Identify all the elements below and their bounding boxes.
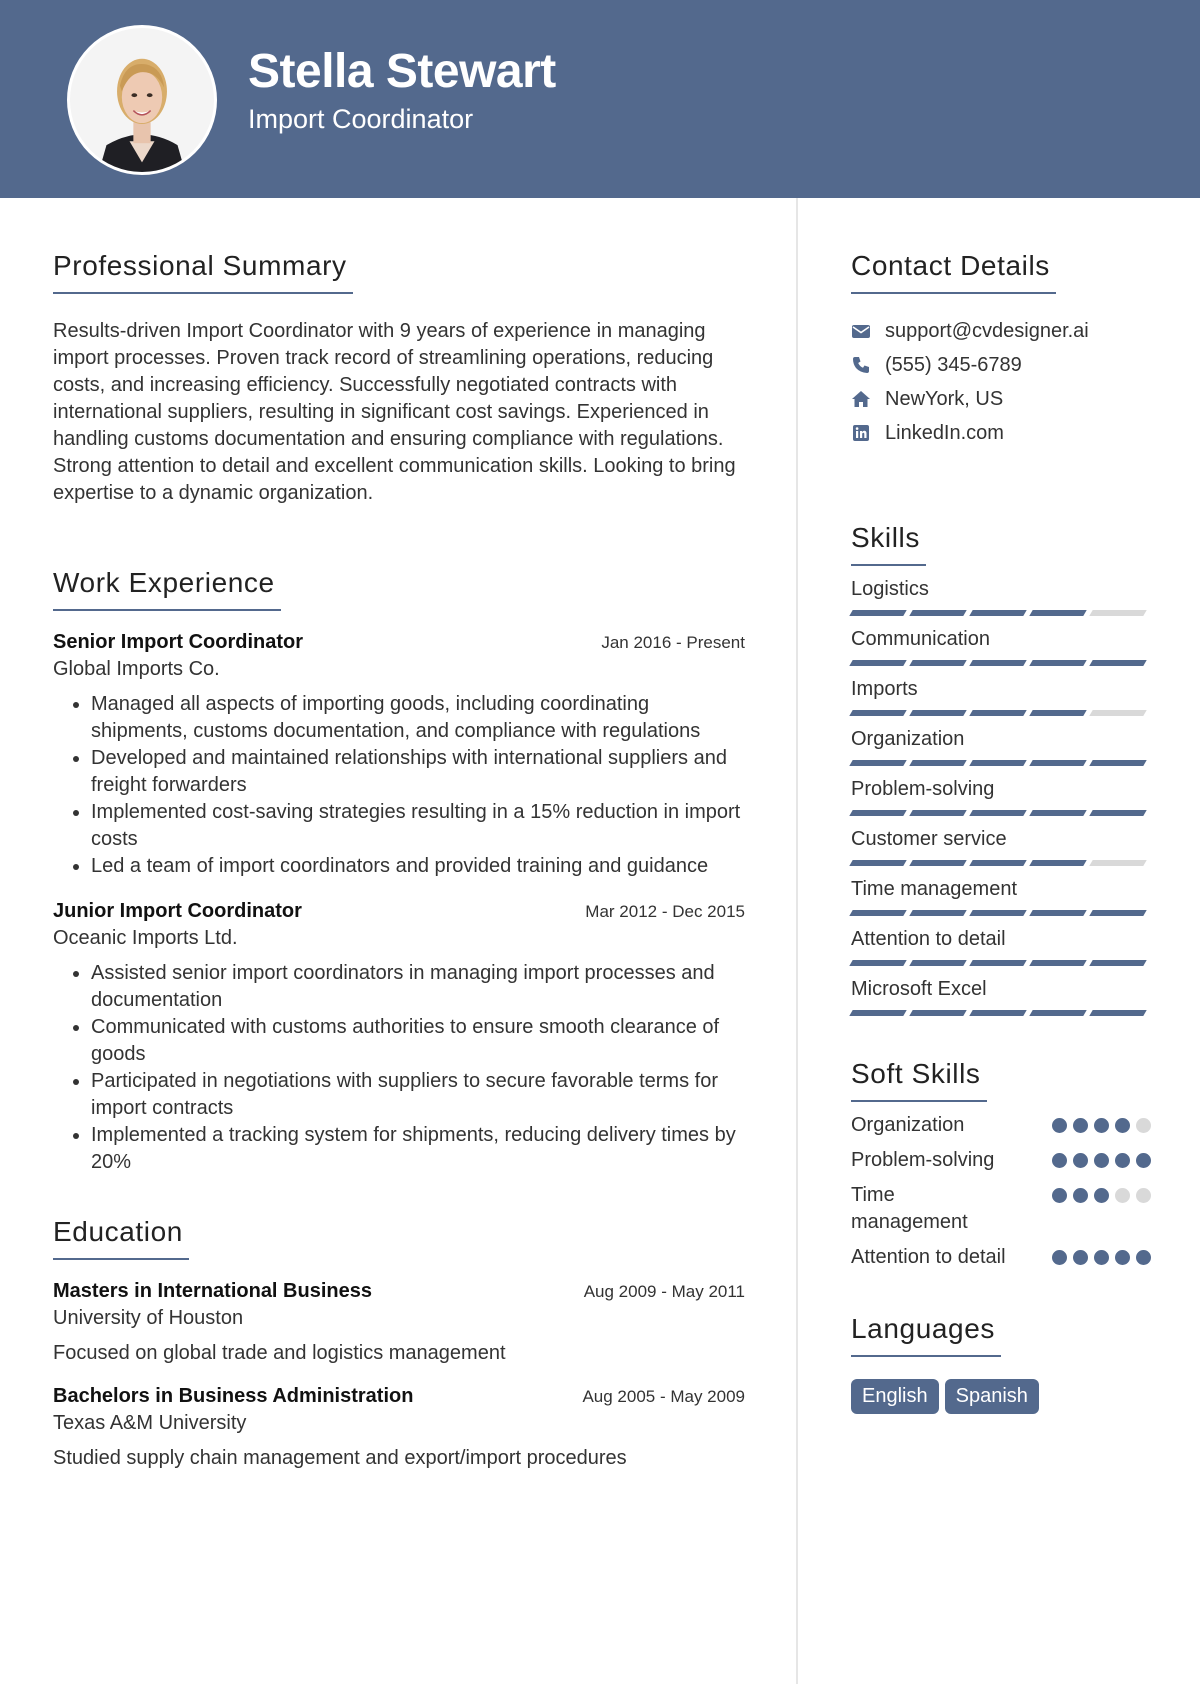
skill-level-segment xyxy=(849,1010,906,1016)
skill-level-segment xyxy=(909,960,966,966)
skill-level-segment xyxy=(909,910,966,916)
company-name: Oceanic Imports Ltd. xyxy=(53,927,238,949)
skill-level-segment xyxy=(1089,660,1146,666)
summary-section xyxy=(53,250,745,507)
skill-level-segment xyxy=(1029,710,1086,716)
skill-level-segment xyxy=(1029,860,1086,866)
candidate-name: Stella Stewart xyxy=(248,45,556,98)
education-description: Studied supply chain management and export/import procedures xyxy=(53,1447,627,1469)
skill-level-segment xyxy=(909,710,966,716)
contact-location xyxy=(851,382,1151,416)
soft-skill-rating xyxy=(1052,1182,1151,1203)
skills-section xyxy=(851,522,1151,1016)
skill-level-segment xyxy=(1089,960,1146,966)
job-dates: Mar 2012 - Dec 2015 xyxy=(585,902,745,921)
contact-phone xyxy=(851,348,1151,382)
skill-level-segment xyxy=(969,710,1026,716)
skill-level-segment xyxy=(849,910,906,916)
bullet-item: • Assisted senior import coordinators in managing import processes and documentation xyxy=(91,960,745,1014)
soft-skills-section xyxy=(851,1058,1151,1271)
rating-dot xyxy=(1136,1118,1151,1133)
rating-dot xyxy=(1052,1153,1067,1168)
rating-dot xyxy=(1094,1188,1109,1203)
skill-level-segment xyxy=(909,810,966,816)
skills-heading: Skills xyxy=(851,522,926,566)
bullet-item: • Led a team of import coordinators and provided training and guidance xyxy=(91,853,745,880)
skill-level-bar xyxy=(851,960,1151,966)
skill-name: Time management xyxy=(851,878,1017,900)
soft-skill-rating xyxy=(1052,1147,1151,1168)
degree-title: Masters in International Business xyxy=(53,1280,372,1302)
bullet-item: • Communicated with customs authorities to ensure smooth clearance of goods xyxy=(91,1014,745,1068)
rating-dot xyxy=(1094,1118,1109,1133)
skill-level-segment xyxy=(1089,860,1146,866)
skill-item xyxy=(851,628,1151,666)
skill-level-segment xyxy=(1029,660,1086,666)
skill-level-bar xyxy=(851,860,1151,866)
rating-dot xyxy=(1136,1153,1151,1168)
skill-level-segment xyxy=(969,760,1026,766)
skill-name: Imports xyxy=(851,678,918,700)
rating-dot xyxy=(1052,1250,1067,1265)
linkedin-icon xyxy=(851,423,871,443)
job-entry xyxy=(53,900,745,1176)
skill-level-segment xyxy=(1089,810,1146,816)
soft-skill-item xyxy=(851,1147,1151,1174)
job-entry xyxy=(53,631,745,880)
sidebar-column xyxy=(851,250,1151,1414)
skill-level-segment xyxy=(909,760,966,766)
school-name: University of Houston xyxy=(53,1307,244,1329)
languages-heading: Languages xyxy=(851,1313,1001,1357)
job-bullets xyxy=(53,960,745,1176)
rating-dot xyxy=(1073,1250,1088,1265)
skill-level-segment xyxy=(1029,1010,1086,1016)
skill-level-bar xyxy=(851,810,1151,816)
education-entry xyxy=(53,1280,745,1365)
degree-title: Bachelors in Business Administration xyxy=(53,1385,414,1407)
rating-dot xyxy=(1052,1118,1067,1133)
contact-section xyxy=(851,250,1151,450)
skill-level-bar xyxy=(851,1010,1151,1016)
skill-name: Organization xyxy=(851,728,965,750)
bullet-item: • Managed all aspects of importing goods, including coordinating shipments, customs documentation, and compliance with regulations xyxy=(91,691,745,745)
education-heading: Education xyxy=(53,1216,189,1260)
soft-skills-heading: Soft Skills xyxy=(851,1058,987,1102)
school-name: Texas A&M University xyxy=(53,1412,247,1434)
soft-skill-item xyxy=(851,1182,1151,1236)
rating-dot xyxy=(1115,1153,1130,1168)
skill-level-segment xyxy=(909,860,966,866)
linkedin-link[interactable]: LinkedIn.com xyxy=(885,421,1004,444)
bullet-item: • Developed and maintained relationships with international suppliers and freight forwarders xyxy=(91,745,745,799)
rating-dot xyxy=(1136,1188,1151,1203)
main-column xyxy=(53,250,745,1470)
soft-skill-name: Problem-solving xyxy=(851,1149,995,1171)
skill-item xyxy=(851,878,1151,916)
skill-name: Attention to detail xyxy=(851,928,1006,950)
soft-skill-rating xyxy=(1052,1244,1151,1265)
skill-level-segment xyxy=(849,860,906,866)
language-badge: Spanish xyxy=(945,1379,1039,1414)
soft-skill-name: Attention to detail xyxy=(851,1246,1006,1268)
education-dates: Aug 2005 - May 2009 xyxy=(582,1387,745,1406)
profile-photo xyxy=(67,25,217,175)
soft-skill-rating xyxy=(1052,1112,1151,1133)
skill-level-segment xyxy=(1089,610,1146,616)
skill-name: Communication xyxy=(851,628,990,650)
header-banner xyxy=(0,0,1200,198)
work-heading: Work Experience xyxy=(53,567,281,611)
skill-level-segment xyxy=(849,610,906,616)
skill-level-segment xyxy=(969,960,1026,966)
contact-email xyxy=(851,314,1151,348)
rating-dot xyxy=(1073,1153,1088,1168)
skill-name: Problem-solving xyxy=(851,778,995,800)
rating-dot xyxy=(1115,1118,1130,1133)
languages-list xyxy=(851,1379,1151,1414)
skill-level-segment xyxy=(909,1010,966,1016)
work-section xyxy=(53,567,745,1176)
summary-heading: Professional Summary xyxy=(53,250,353,294)
skill-level-segment xyxy=(849,960,906,966)
soft-skill-item xyxy=(851,1112,1151,1139)
company-name: Global Imports Co. xyxy=(53,658,220,680)
skill-level-segment xyxy=(1089,710,1146,716)
skill-level-segment xyxy=(1029,910,1086,916)
home-icon xyxy=(851,389,871,409)
skill-level-segment xyxy=(1029,960,1086,966)
bullet-item: • Participated in negotiations with suppliers to secure favorable terms for import contracts xyxy=(91,1068,745,1122)
skill-level-bar xyxy=(851,710,1151,716)
skill-item xyxy=(851,578,1151,616)
skill-item xyxy=(851,928,1151,966)
skill-level-segment xyxy=(969,810,1026,816)
skill-item xyxy=(851,778,1151,816)
skill-level-segment xyxy=(1029,610,1086,616)
language-badge: English xyxy=(851,1379,939,1414)
rating-dot xyxy=(1115,1188,1130,1203)
education-section xyxy=(53,1216,745,1470)
skill-level-segment xyxy=(969,660,1026,666)
candidate-title: Import Coordinator xyxy=(248,104,474,134)
skill-level-bar xyxy=(851,760,1151,766)
column-divider xyxy=(796,198,798,1684)
rating-dot xyxy=(1115,1250,1130,1265)
job-bullets xyxy=(53,691,745,880)
skill-level-bar xyxy=(851,610,1151,616)
bullet-item: • Implemented a tracking system for shipments, reducing delivery times by 20% xyxy=(91,1122,745,1176)
job-title: Senior Import Coordinator xyxy=(53,631,303,653)
skill-level-segment xyxy=(1089,760,1146,766)
soft-skill-name: Organization xyxy=(851,1114,965,1136)
skill-item xyxy=(851,978,1151,1016)
education-description: Focused on global trade and logistics management xyxy=(53,1342,506,1364)
phone-icon xyxy=(851,355,871,375)
skill-level-segment xyxy=(849,710,906,716)
envelope-icon xyxy=(851,321,871,341)
skill-level-bar xyxy=(851,910,1151,916)
skill-name: Customer service xyxy=(851,828,1007,850)
skill-item xyxy=(851,678,1151,716)
skill-level-segment xyxy=(969,910,1026,916)
soft-skills-list xyxy=(851,1112,1151,1271)
job-dates: Jan 2016 - Present xyxy=(601,633,745,652)
skill-level-segment xyxy=(849,760,906,766)
skill-level-segment xyxy=(1029,810,1086,816)
rating-dot xyxy=(1136,1250,1151,1265)
skill-level-segment xyxy=(849,810,906,816)
rating-dot xyxy=(1073,1188,1088,1203)
skill-item xyxy=(851,828,1151,866)
skill-level-bar xyxy=(851,660,1151,666)
skill-level-segment xyxy=(1089,910,1146,916)
email-text[interactable]: support@cvdesigner.ai xyxy=(885,319,1089,342)
languages-section xyxy=(851,1313,1151,1414)
soft-skill-name: Time management xyxy=(851,1184,968,1233)
location-text: NewYork, US xyxy=(885,387,1004,410)
skill-item xyxy=(851,728,1151,766)
phone-text[interactable]: (555) 345-6789 xyxy=(885,353,1022,376)
skill-level-segment xyxy=(969,860,1026,866)
education-entry xyxy=(53,1385,745,1470)
job-title: Junior Import Coordinator xyxy=(53,900,302,922)
skill-level-segment xyxy=(969,1010,1026,1016)
bullet-item: • Implemented cost-saving strategies resulting in a 15% reduction in import costs xyxy=(91,799,745,853)
skills-list xyxy=(851,578,1151,1016)
skill-level-segment xyxy=(1029,760,1086,766)
rating-dot xyxy=(1052,1188,1067,1203)
contact-linkedin xyxy=(851,416,1151,450)
skill-name: Microsoft Excel xyxy=(851,978,987,1000)
skill-level-segment xyxy=(969,610,1026,616)
skill-level-segment xyxy=(1089,1010,1146,1016)
contact-heading: Contact Details xyxy=(851,250,1056,294)
skill-level-segment xyxy=(909,660,966,666)
skill-level-segment xyxy=(909,610,966,616)
rating-dot xyxy=(1073,1118,1088,1133)
skill-name: Logistics xyxy=(851,578,929,600)
skill-level-segment xyxy=(849,660,906,666)
soft-skill-item xyxy=(851,1244,1151,1271)
avatar xyxy=(70,28,214,172)
rating-dot xyxy=(1094,1250,1109,1265)
rating-dot xyxy=(1094,1153,1109,1168)
education-dates: Aug 2009 - May 2011 xyxy=(583,1282,745,1301)
summary-text: Results-driven Import Coordinator with 9 years of experience in managing import processes. Proven track record of streamlining operations, reducing costs, and increasing efficiency. Successfully negotiated contracts with international suppliers, resulting in significant cost savings. Experienced in handling customs documentation and ensuring compliance with regulations. Strong attention to detail and excellent communication skills. Looking to bring expertise to a dynamic organization. xyxy=(53,320,736,504)
